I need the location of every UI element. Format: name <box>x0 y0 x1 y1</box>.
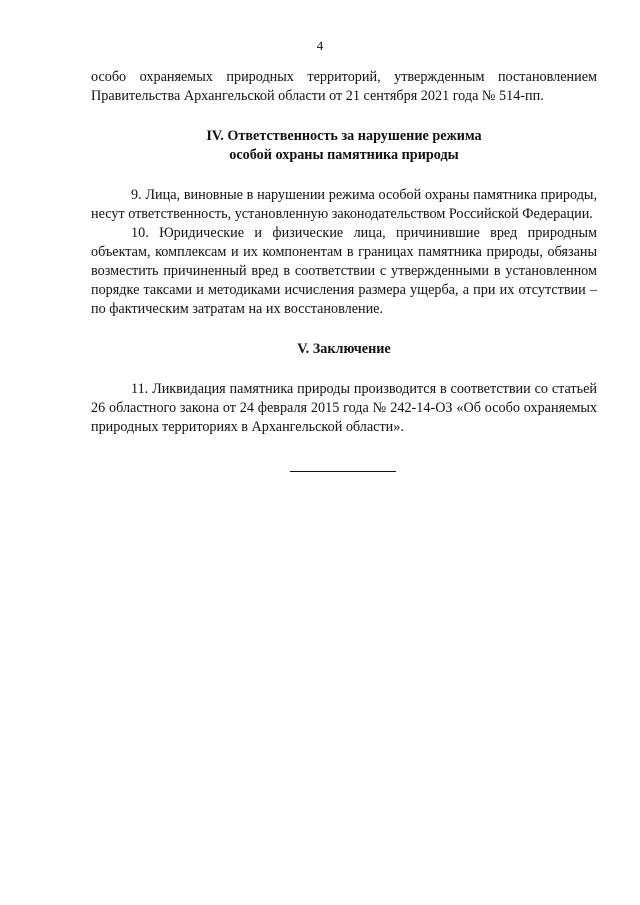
section-4-heading-line-2: особой охраны памятника природы <box>229 147 459 163</box>
end-divider-line <box>290 471 396 472</box>
section-4-heading-line-1: IV. Ответственность за нарушение режима <box>206 128 482 144</box>
document-body <box>91 68 597 437</box>
spacer <box>91 165 597 186</box>
spacer <box>91 359 597 380</box>
page-number: 4 <box>316 38 324 53</box>
section-5-heading: V. Заключение <box>297 341 391 357</box>
paragraph-9: 9. Лица, виновные в нарушении режима особой охраны памятника природы, несут ответственность, установленную законодательством Российской Федерации. <box>91 187 597 222</box>
section-4-heading <box>91 127 597 165</box>
intro-paragraph: особо охраняемых природных территорий, утвержденным постановлением Правительства Архангельской области от 21 сентября 2021 года № 514-пп. <box>91 69 597 104</box>
spacer <box>91 106 597 127</box>
paragraph-11: 11. Ликвидация памятника природы производится в соответствии со статьей 26 областного закона от 24 февраля 2015 года № 242-14-ОЗ «Об особо охраняемых природных территориях в Архангельской области». <box>91 381 597 435</box>
paragraph-10: 10. Юридические и физические лица, причинившие вред природным объектам, комплексам и их компонентам в границах памятника природы, обязаны возместить причиненный вред в соответствии с утвержденными в установленном порядке таксами и методиками исчисления размера ущерба, а при их отсутствии – по фактическим затратам на их восстановление. <box>91 225 597 317</box>
spacer <box>91 319 597 340</box>
